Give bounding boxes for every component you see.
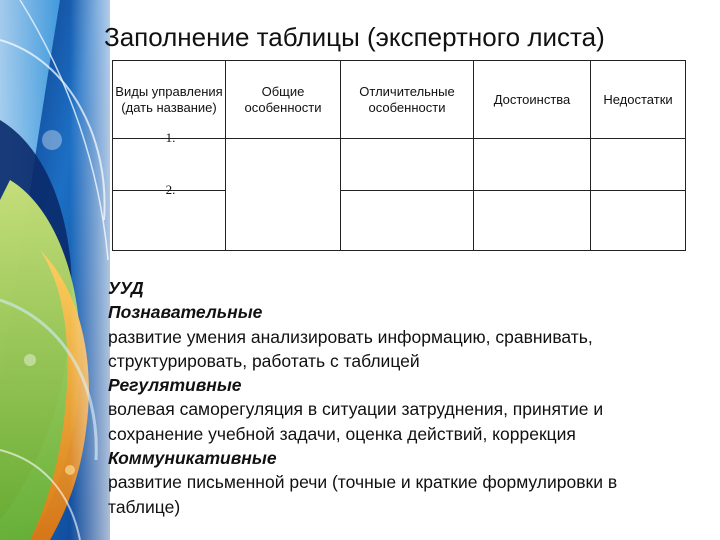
regulatory-text-line: волевая саморегуляция в ситуации затруднения, принятие и [108, 399, 604, 420]
table-cell [474, 139, 591, 191]
row-number-label: 2. [165, 182, 176, 197]
table-cell [474, 191, 591, 251]
header-distinctive-features: Отличительные особенности [341, 61, 474, 139]
cognitive-heading: Познавательные [108, 302, 263, 323]
slide-title: Заполнение таблицы (экспертного листа) [104, 22, 605, 52]
header-management-types: Виды управления (дать название) [113, 61, 226, 139]
table-header-row [113, 61, 686, 139]
header-common-features: Общие особенности [226, 61, 341, 139]
table-cell-row-number [113, 182, 226, 251]
table-cell [341, 191, 474, 251]
expert-sheet-table [112, 60, 686, 251]
table-cell-common-features [226, 139, 341, 251]
row-number-label: 1. [165, 130, 176, 145]
table-row [113, 191, 686, 251]
cognitive-text-line: структурировать, работать с таблицей [108, 350, 420, 371]
cognitive-text-line: развитие умения анализировать информацию, сравнивать, [108, 326, 593, 347]
header-advantages: Достоинства [474, 61, 591, 139]
uud-title: УУД [108, 278, 144, 298]
regulatory-text-line: сохранение учебной задачи, оценка действий, коррекция [108, 423, 576, 444]
communicative-text-line: таблице) [108, 496, 181, 517]
uud-description [108, 276, 708, 519]
regulatory-heading: Регулятивные [108, 375, 242, 396]
table-cell [341, 139, 474, 191]
communicative-heading: Коммуникативные [108, 448, 277, 469]
table-cell [591, 139, 686, 191]
table-cell [591, 191, 686, 251]
communicative-text-line: развитие письменной речи (точные и краткие формулировки в [108, 472, 618, 493]
header-disadvantages: Недостатки [591, 61, 686, 139]
